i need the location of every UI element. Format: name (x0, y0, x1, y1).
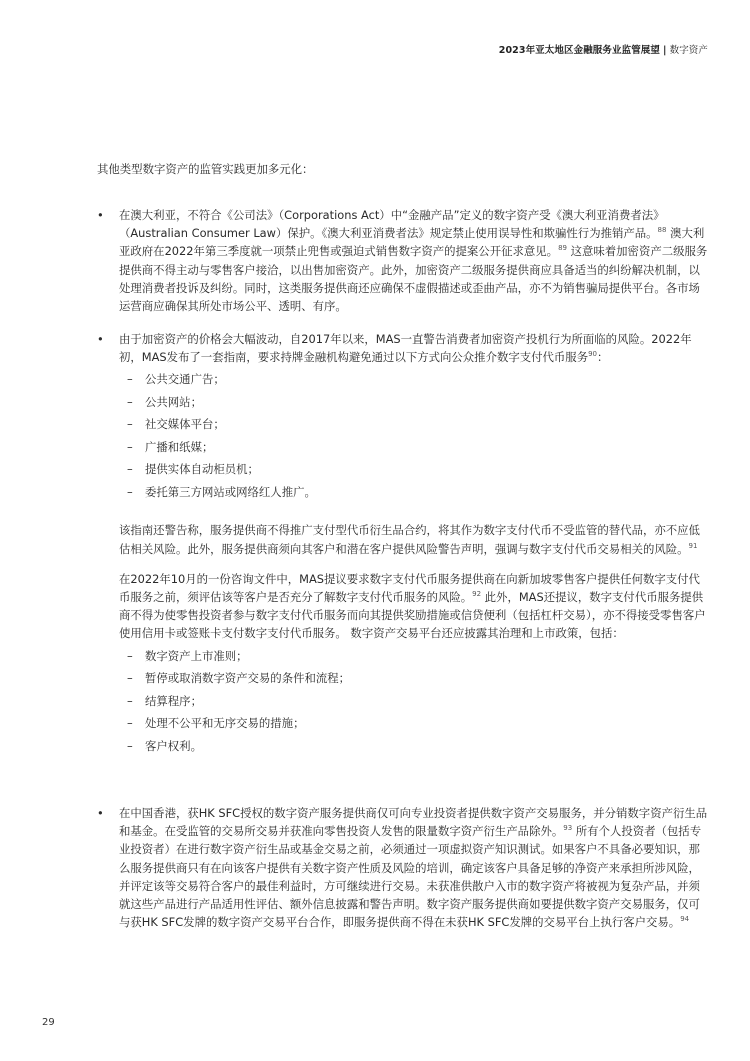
dash-marker: – (127, 417, 133, 432)
text-run: ： (597, 350, 609, 365)
header-separator: | (663, 45, 667, 56)
list-item-text: 公共交通广告； (145, 372, 225, 387)
list-item-text: 提供实体自动柜员机； (145, 462, 259, 477)
bullet-marker: • (97, 332, 104, 346)
running-header (499, 42, 708, 56)
page-number: 29 (42, 1017, 55, 1028)
dash-marker: – (127, 439, 133, 454)
list-item (119, 460, 709, 483)
list-item-text: 处理不公平和无序交易的措施； (145, 716, 305, 731)
dash-marker: – (127, 648, 133, 663)
text-run: 在澳大利亚，不符合《公司法》（Corporations Act）中“金融产品”定义的数字资产受《澳大利亚消费者法》（Australian Consumer Law）保护。《澳大利亚消费者法》规定禁止使用误导性和欺骗性行为推销产品。 (119, 208, 665, 241)
list-item (119, 483, 709, 506)
text-run: 在中国香港，获HK SFC授权的数字资产服务提供商仅可向专业投资者提供数字资产交易服务，并分销数字资产衍生品和基金。在受监管的交易所交易并获准向零售投资人发售的限量数字资产衍生产品除外。 (119, 806, 708, 839)
list-item-text: 结算程序； (145, 693, 202, 708)
list-item (119, 370, 709, 393)
text-run: 此外，MAS还提议，数字支付代币服务提供商不得为使零售投资者参与数字支付代币服务而向其提供奖励措施或信贷便利（包括杠杆交易），亦不得接受零售客户使用信用卡或签账卡支付数字支付代币服务。 数字资产交易平台还应披露其治理和上市政策，包括： (119, 590, 706, 641)
list-item-text: 委托第三方网站或网络红人推广。 (145, 484, 316, 499)
footnote-ref-93[interactable]: 93 (563, 824, 573, 833)
list-item-text: 公共网站； (145, 394, 202, 409)
list-item-text: 社交媒体平台； (145, 417, 225, 432)
bullet-singapore-body (119, 330, 709, 759)
bullet-australia-text (119, 206, 709, 315)
list-item-text: 暂停或取消数字资产交易的条件和流程； (145, 671, 351, 686)
intro-paragraph: 其他类型数字资产的监管实践更加多元化： (97, 162, 314, 176)
bullet-singapore (97, 330, 709, 759)
list-item (119, 737, 709, 760)
section-name: 数字资产 (669, 45, 708, 56)
dash-marker: – (127, 671, 133, 686)
list-item-text: 数字资产上市准则； (145, 648, 248, 663)
disclosure-items-list (119, 647, 709, 760)
footnote-ref-91[interactable]: 91 (688, 541, 698, 550)
dash-marker: – (127, 462, 133, 477)
list-item-text: 客户权利。 (145, 738, 202, 753)
text-run: 这意味着加密资产二级服务提供商不得主动与零售客户接洽，以出售加密资产。此外，加密资产二级服务提供商应具备适当的纠纷解决机制，以处理消费者投诉及纠纷。同时，这类服务提供商还应确保不虚假描述或歪曲产品，亦不为销售骗局提供平台。各市场运营商应确保其所处市场公平、透明、有序。 (119, 244, 708, 314)
list-item (119, 438, 709, 461)
dash-marker: – (127, 693, 133, 708)
footnote-ref-94[interactable]: 94 (680, 915, 690, 924)
footnote-ref-89[interactable]: 89 (558, 244, 567, 253)
list-item (119, 714, 709, 737)
list-item-text: 广播和纸媒； (145, 439, 214, 454)
bullet-australia (97, 206, 709, 315)
text-run: 澳大利亚政府在2022年第三季度就一项禁止兜售或强迫式销售数字资产的提案公开征求意见。 (119, 226, 705, 259)
bullet-marker: • (97, 208, 104, 222)
list-item (119, 393, 709, 416)
bullet-marker: • (97, 806, 104, 820)
bullet-hong-kong-text (119, 804, 709, 931)
bullet-hong-kong (97, 804, 709, 931)
text-run: 该指南还警告称，服务提供商不得推广支付型代币衍生品合约，将其作为数字支付代币不受监管的替代品，亦不应低估相关风险。此外，服务提供商须向其客户和潜在客户提供风险警告声明，强调与数字支付代币交易相关的风险。 (119, 523, 700, 556)
guideline-warning-paragraph (119, 521, 709, 557)
dash-marker: – (127, 716, 133, 731)
report-title: 2023年亚太地区金融服务业监管展望 (498, 45, 661, 56)
list-item (119, 415, 709, 438)
promotion-channels-list (119, 370, 709, 505)
bullet-singapore-text (119, 330, 709, 366)
text-run: 由于加密资产的价格会大幅波动，自2017年以来，MAS一直警告消费者加密资产投机行为所面临的风险。2022年初，MAS发布了一套指南，要求持牌金融机构避免通过以下方式向公众推介数字支付代币服务 (119, 332, 692, 365)
dash-marker: – (127, 394, 133, 409)
footnote-ref-88[interactable]: 88 (657, 226, 667, 235)
footnote-ref-92[interactable]: 92 (472, 590, 482, 599)
list-item (119, 669, 709, 692)
dash-marker: – (127, 484, 133, 499)
text-run: 所有个人投资者（包括专业投资者）在进行数字资产衍生品或基金交易之前，必须通过一项虚拟资产知识测试。如果客户不具备必要知识，那么服务提供商只有在向该客户提供有关数字资产性质及风险的培训，确定该客户具备足够的净资产来承担所涉风险，并评定该等交易符合客户的最佳利益时，方可继续进行交易。未获准供散户入市的数字资产将被视为复杂产品，并须就这些产品进行产品适用性评估、额外信息披露和警告声明。数字资产服务提供商如要提供数字资产交易服务，仅可与获HK SFC发牌的数字资产交易平台合作，即服务提供商不得在未获HK SFC发牌的交易平台上执行客户交易。 (119, 824, 702, 930)
list-item (119, 647, 709, 670)
text-run: 在2022年10月的一份咨询文件中，MAS提议要求数字支付代币服务提供商在向新加坡零售客户提供任何数字支付代币服务之前，须评估该等客户是否充分了解数字支付代币服务的风险。 (119, 571, 700, 605)
dash-marker: – (127, 738, 133, 753)
consultation-paragraph (119, 570, 709, 643)
footnote-ref-90[interactable]: 90 (588, 350, 598, 359)
list-item (119, 692, 709, 715)
dash-marker: – (127, 372, 133, 387)
